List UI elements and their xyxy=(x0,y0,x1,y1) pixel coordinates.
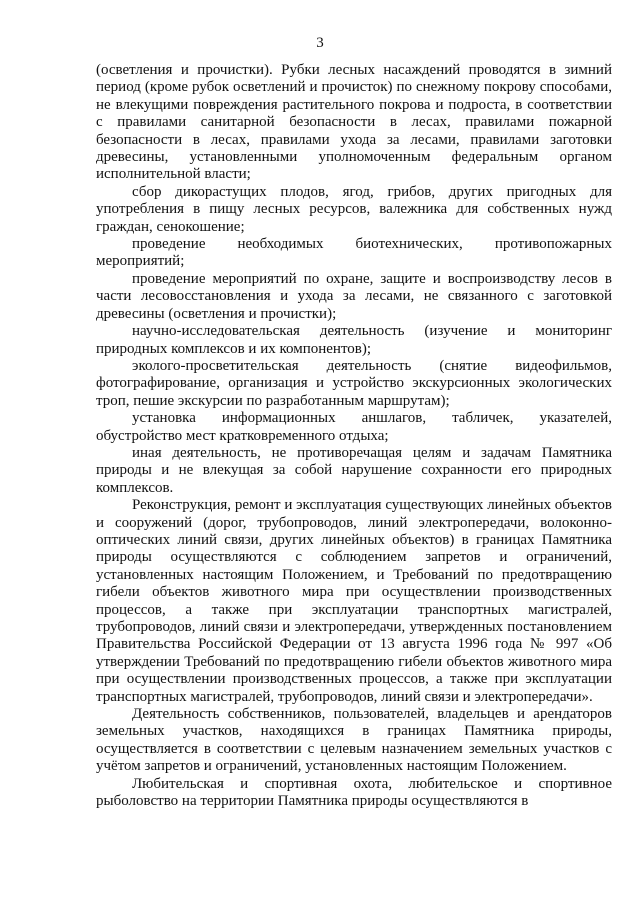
paragraph-research: научно-исследовательская деятельность (изучение и мониторинг природных комплексов и их компонентов); xyxy=(96,323,612,357)
paragraph-land-owners: Деятельность собственников, пользователей, владельцев и арендаторов земельных участков, находящихся в границах Памятника природы, осуществляется в соответствии с целевым назначением земельных участков с учётом запретов и ограничений, установленных настоящим Положением. xyxy=(96,706,612,775)
paragraph-other-activity: иная деятельность, не противоречащая целям и задачам Памятника природы и не влекущая за собой нарушение сохранности его природных комплексов. xyxy=(96,444,612,496)
paragraph-linear-objects: Реконструкция, ремонт и эксплуатация существующих линейных объектов и сооружений (дорог, трубопроводов, линий электропередачи, волоконно-оптических линий связи, других линейных объектов) в границах Памятника природы осуществляются с соблюдением запретов и ограничений, установленных настоящим Положением, и Требований по предотвращению гибели объектов животного мира при осуществлении производственных процессов, а также при эксплуатации транспортных магистралей, трубопроводов, линий связи и электропередачи, утвержденных постановлением Правительства Российской Федерации от 13 августа 1996 года № 997 «Об утверждении Требований по предотвращению гибели объектов животного мира при осуществлении производственных процессов, а также при эксплуатации транспортных магистралей, трубопроводов, линий связи и электропередачи». xyxy=(96,497,612,705)
paragraph-continuation: (осветления и прочистки). Рубки лесных насаждений проводятся в зимний период (кроме рубок осветлений и прочисток) по снежному покрову способами, не влекущими повреждения растительного покрова и подроста, в соответствии с правилами санитарной безопасности в лесах, правилами пожарной безопасности в лесах, правилами ухода за лесами, правилами заготовки древесины, установленными уполномоченным федеральным органом исполнительной власти; xyxy=(96,62,612,183)
paragraph-biotechnical: проведение необходимых биотехнических, противопожарных мероприятий; xyxy=(96,236,612,270)
paragraph-signage: установка информационных аншлагов, табличек, указателей, обустройство мест кратковременного отдыха; xyxy=(96,410,612,444)
paragraph-hunting-fishing: Любительская и спортивная охота, любительское и спортивное рыболовство на территории Памятника природы осуществляются в xyxy=(96,775,612,810)
paragraph-eco-education: эколого-просветительская деятельность (снятие видеофильмов, фотографирование, организация и устройство экскурсионных экологических троп, пешие экскурсии по разработанным маршрутам); xyxy=(96,357,612,409)
paragraph-forest-protection: проведение мероприятий по охране, защите и воспроизводству лесов в части лесовосстановления и ухода за лесами, не связанного с заготовкой древесины (осветления и прочистки); xyxy=(96,270,612,322)
paragraph-gathering: сбор дикорастущих плодов, ягод, грибов, других пригодных для употребления в пищу лесных ресурсов, валежника для собственных нужд граждан, сенокошение; xyxy=(96,183,612,235)
page-number: 3 xyxy=(316,35,324,51)
document-body xyxy=(96,62,612,810)
